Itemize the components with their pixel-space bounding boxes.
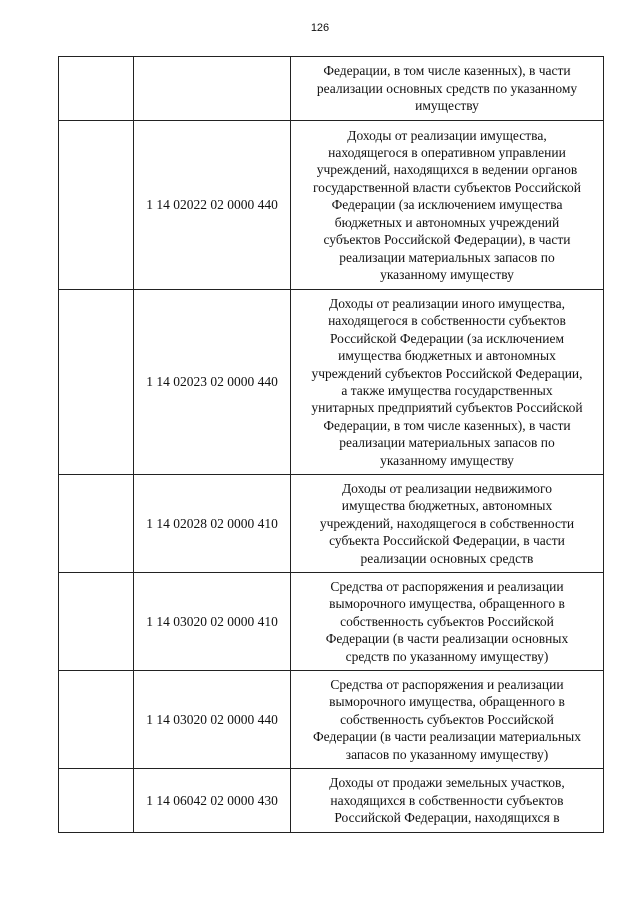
description-line: Федерации (в части реализации материальных xyxy=(312,729,581,745)
description-line: указанному имуществу xyxy=(380,452,514,468)
description-line: выморочного имущества, обращенного в xyxy=(329,694,565,710)
empty-column-cell xyxy=(59,573,134,671)
table-row xyxy=(59,769,604,833)
budget-code-cell: 1 14 03020 02 0000 440 xyxy=(134,671,291,769)
description-line: Доходы от продажи земельных участков, xyxy=(329,775,565,791)
table-row xyxy=(59,121,604,290)
description-line: Федерации (за исключением имущества xyxy=(331,197,563,213)
description-line: собственность субъектов Российской xyxy=(340,711,554,727)
description-line: Федерации, в том числе казенных), в части xyxy=(323,417,571,433)
description-line: Доходы от реализации иного имущества, xyxy=(329,295,565,311)
description-line: средств по указанному имуществу) xyxy=(345,648,549,664)
table-body xyxy=(59,57,604,833)
empty-column-cell xyxy=(59,121,134,290)
page-number: 126 xyxy=(310,22,330,34)
description-line: Российской Федерации (за исключением xyxy=(329,330,565,346)
budget-code-cell: 1 14 02022 02 0000 440 xyxy=(134,121,291,290)
description-line: имущества бюджетных и автономных xyxy=(338,348,556,364)
revenue-description-cell xyxy=(291,57,604,121)
table-row xyxy=(59,671,604,769)
description-line: учреждений, находящихся в ведении органов xyxy=(316,162,578,178)
description-line: государственной власти субъектов Российской xyxy=(312,179,582,195)
revenue-description-cell xyxy=(291,121,604,290)
empty-column-cell xyxy=(59,769,134,833)
description-line: а также имущества государственных xyxy=(341,383,553,398)
description-line: выморочного имущества, обращенного в xyxy=(329,596,565,612)
description-line: Средства от распоряжения и реализации xyxy=(330,676,564,692)
revenue-description-cell xyxy=(291,573,604,671)
description-line: имуществу xyxy=(415,98,479,114)
description-line: учреждений, находящегося в собственности xyxy=(319,515,575,531)
description-line: унитарных предприятий субъектов Российской xyxy=(311,400,583,416)
revenue-description-cell xyxy=(291,290,604,475)
table-row xyxy=(59,573,604,671)
description-line: реализации материальных запасов по xyxy=(339,249,555,265)
description-line: Федерации, в том числе казенных), в части xyxy=(323,63,571,79)
revenue-classification-table xyxy=(58,56,604,833)
description-line: находящегося в оперативном управлении xyxy=(328,145,566,161)
description-line: учреждений субъектов Российской Федерации, xyxy=(311,365,583,381)
description-line: субъекта Российской Федерации, в части xyxy=(329,533,565,549)
description-line: Доходы от реализации имущества, xyxy=(347,127,547,143)
table-row xyxy=(59,475,604,573)
description-line: запасов по указанному имуществу) xyxy=(345,746,549,762)
description-line: находящихся в собственности субъектов xyxy=(330,792,564,808)
description-line: указанному имуществу xyxy=(380,266,514,282)
budget-code-cell: 1 14 02028 02 0000 410 xyxy=(134,475,291,573)
table-row xyxy=(59,57,604,121)
budget-code-cell xyxy=(134,57,291,121)
description-line: собственность субъектов Российской xyxy=(340,613,554,629)
budget-code-cell: 1 14 03020 02 0000 410 xyxy=(134,573,291,671)
revenue-description-cell xyxy=(291,769,604,833)
budget-code-cell: 1 14 02023 02 0000 440 xyxy=(134,290,291,475)
empty-column-cell xyxy=(59,57,134,121)
revenue-description-cell xyxy=(291,671,604,769)
description-line: Федерации (в части реализации основных xyxy=(325,631,569,647)
description-line: Российской Федерации, находящихся в xyxy=(334,810,560,826)
description-line: субъектов Российской Федерации), в части xyxy=(323,232,571,248)
revenue-description-cell xyxy=(291,475,604,573)
empty-column-cell xyxy=(59,671,134,769)
description-line: находящегося в собственности субъектов xyxy=(328,313,566,329)
description-line: реализации основных средств xyxy=(360,550,534,566)
empty-column-cell xyxy=(59,475,134,573)
description-line: имущества бюджетных, автономных xyxy=(341,498,553,514)
table-row xyxy=(59,290,604,475)
empty-column-cell xyxy=(59,290,134,475)
description-line: реализации материальных запасов по xyxy=(339,435,555,451)
description-line: Доходы от реализации недвижимого xyxy=(341,480,553,496)
description-line: бюджетных и автономных учреждений xyxy=(334,214,560,230)
budget-code-cell: 1 14 06042 02 0000 430 xyxy=(134,769,291,833)
description-line: реализации основных средств по указанному xyxy=(316,80,578,96)
description-line: Средства от распоряжения и реализации xyxy=(330,578,564,594)
